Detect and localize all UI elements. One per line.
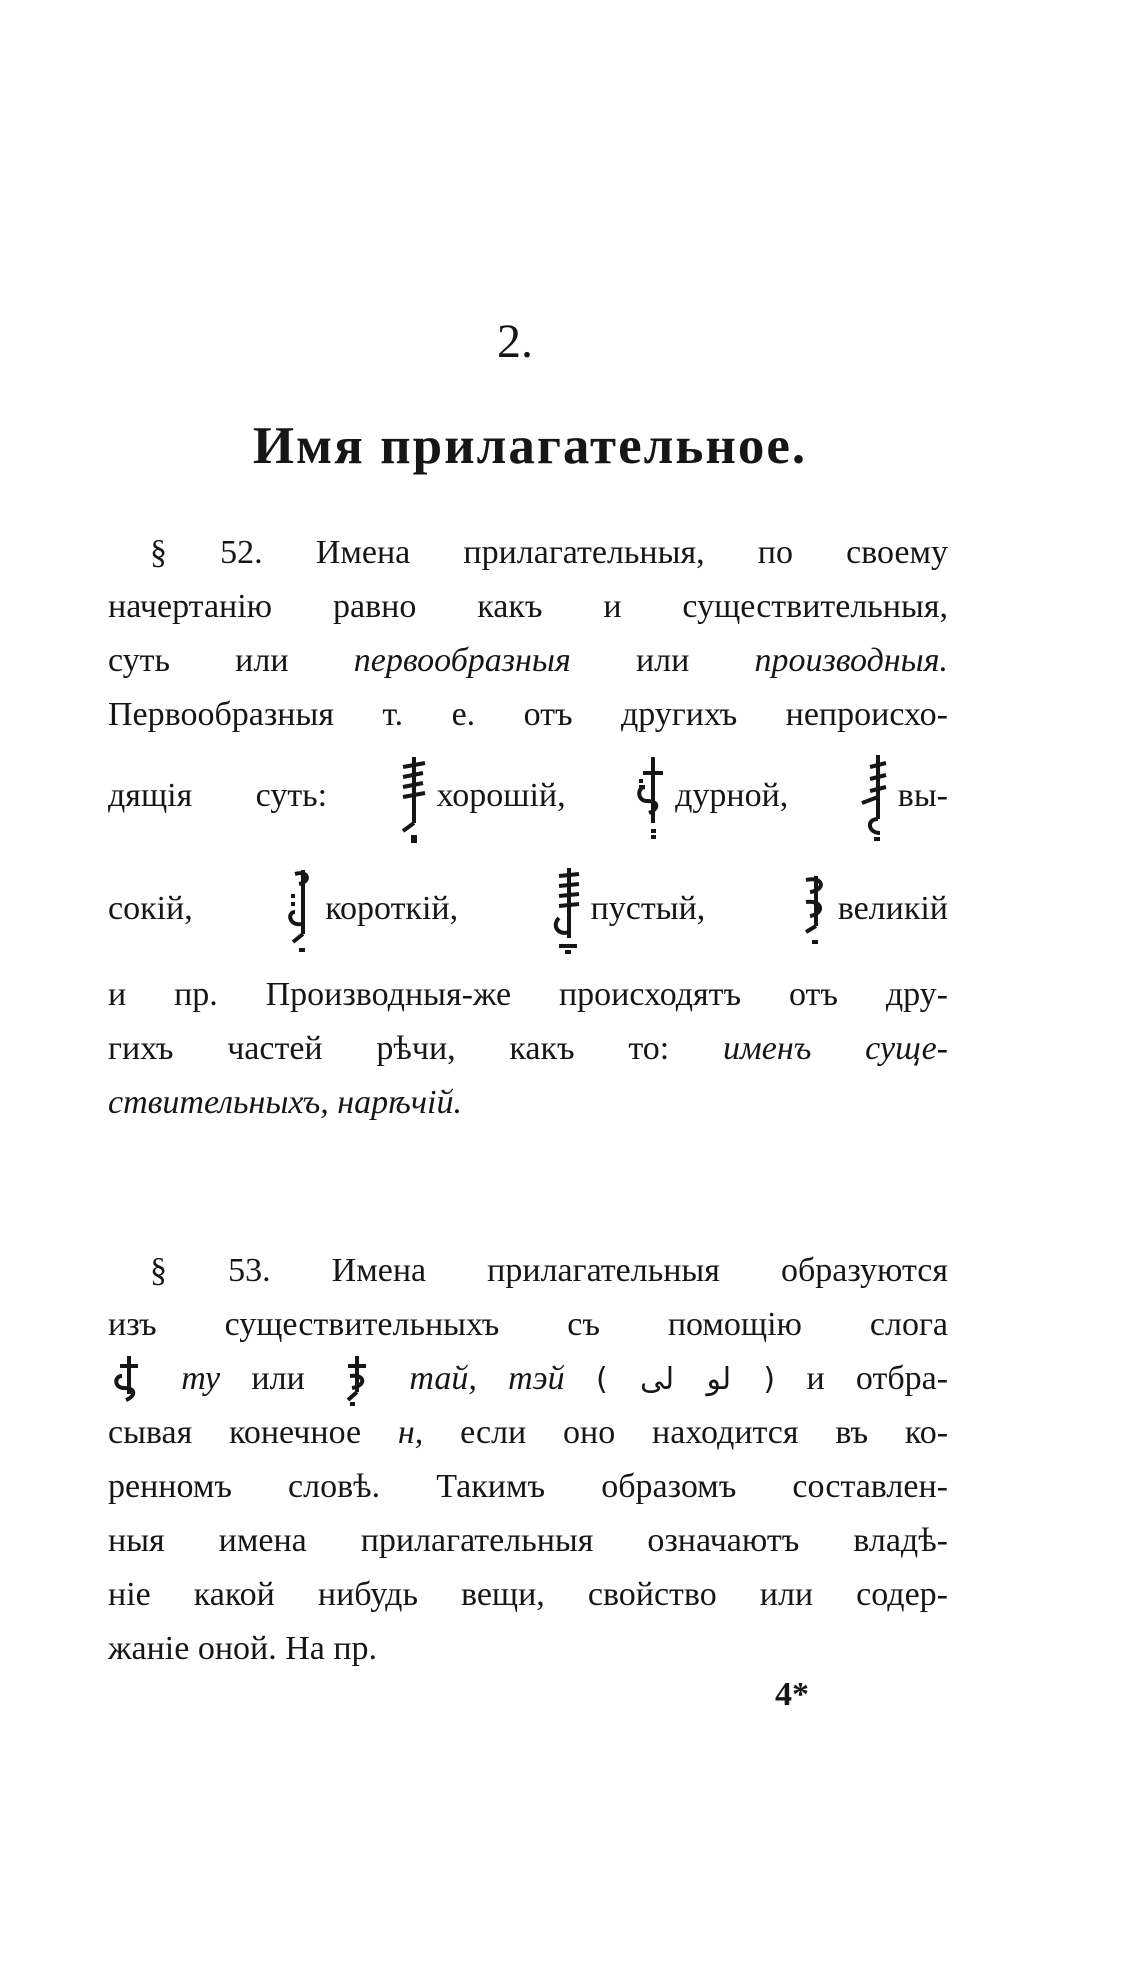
- section-mark: § 52.: [150, 534, 263, 571]
- para52-line-5: [108, 742, 948, 850]
- word-khoroshii: хорошій,: [436, 777, 566, 814]
- para52-line-6: [108, 850, 948, 968]
- mongolian-word-5-icon: [551, 866, 585, 956]
- para52-line-1-text: Имена прилагательныя, по своему: [315, 534, 949, 571]
- para53-line-4: [108, 1406, 948, 1460]
- para52-line-3: [108, 634, 948, 688]
- para52-line-5-d: вы-: [897, 777, 948, 814]
- para52-line-3-c: или: [635, 642, 690, 679]
- para52-line-4: Первообразныя т. е. отъ другихъ непроисхо-: [108, 696, 948, 733]
- suffix-tu: ту: [181, 1360, 221, 1397]
- signature-mark: 4*: [775, 1676, 809, 1713]
- para53-line-1: [108, 1244, 948, 1298]
- section-number: 2.: [497, 315, 533, 368]
- letter-n: н,: [397, 1414, 424, 1451]
- mongolian-suffix-tai-icon: [342, 1354, 372, 1408]
- para53-line-1-text: Имена прилагательныя образуются: [331, 1252, 949, 1289]
- arabic-suffix: ( لو لى ): [595, 1362, 776, 1397]
- paragraph-52: [108, 526, 948, 1130]
- para53-line-2: изъ существительныхъ съ помощію слога: [108, 1306, 948, 1343]
- para53-line-6: ныя имена прилагательныя означаютъ владѣ-: [108, 1522, 948, 1559]
- para52-line-9-b: ствительныхъ, нарѣчій.: [108, 1084, 462, 1121]
- suffix-tei: тэй: [508, 1360, 565, 1397]
- para53-line-4-c: если оно находится въ ко-: [460, 1414, 949, 1451]
- para53-line-4-a: сывая конечное: [108, 1414, 362, 1451]
- mongolian-word-1-icon: [397, 753, 431, 843]
- mongolian-word-4-icon: [285, 866, 319, 956]
- para52-line-7: и пр. Производныя-же происходятъ отъ дру-: [108, 976, 948, 1013]
- mongolian-suffix-tu-icon: [114, 1354, 144, 1408]
- para52-line-8-a: гихъ частей рѣчи, какъ то:: [108, 1030, 670, 1067]
- para52-line-8: [108, 1022, 948, 1076]
- para53-line-3-e: и отбра-: [806, 1360, 949, 1397]
- para52-line-3-a: суть или: [108, 642, 289, 679]
- paragraph-53: [108, 1244, 948, 1676]
- mongolian-word-2-icon: [635, 753, 669, 843]
- para53-line-3-b: или: [251, 1360, 305, 1397]
- word-vysokii: сокій,: [108, 890, 193, 927]
- term-pervoobraznyia: первообразныя: [353, 642, 571, 679]
- word-korotkii: короткій,: [325, 890, 459, 927]
- para53-line-7: ніе какой нибудь вещи, свойство или содер-: [108, 1576, 948, 1613]
- term-proizvodnyia: производныя.: [754, 642, 949, 679]
- para52-line-2: начертанію равно какъ и существительныя,: [108, 588, 948, 625]
- word-velikii: великій: [837, 890, 949, 927]
- mongolian-word-6-icon: [798, 866, 832, 956]
- section-mark: § 53.: [150, 1252, 271, 1289]
- word-durnoi: дурной,: [675, 777, 789, 814]
- para53-line-5: ренномъ словѣ. Такимъ образомъ составлен-: [108, 1468, 948, 1505]
- para52-line-5-a: дящія суть:: [108, 777, 328, 814]
- para52-line-8-b: именъ суще-: [723, 1030, 948, 1067]
- para53-line-3: [108, 1352, 948, 1406]
- suffix-tai: тай,: [409, 1360, 477, 1397]
- para53-line-8: жаніе оной. На пр.: [108, 1630, 378, 1667]
- para52-line-9: [108, 1076, 948, 1130]
- para52-line-1: [108, 526, 948, 580]
- mongolian-word-3-icon: [858, 753, 892, 843]
- chapter-heading: Имя прилагательное.: [252, 417, 808, 475]
- word-pustyi: пустый,: [590, 890, 706, 927]
